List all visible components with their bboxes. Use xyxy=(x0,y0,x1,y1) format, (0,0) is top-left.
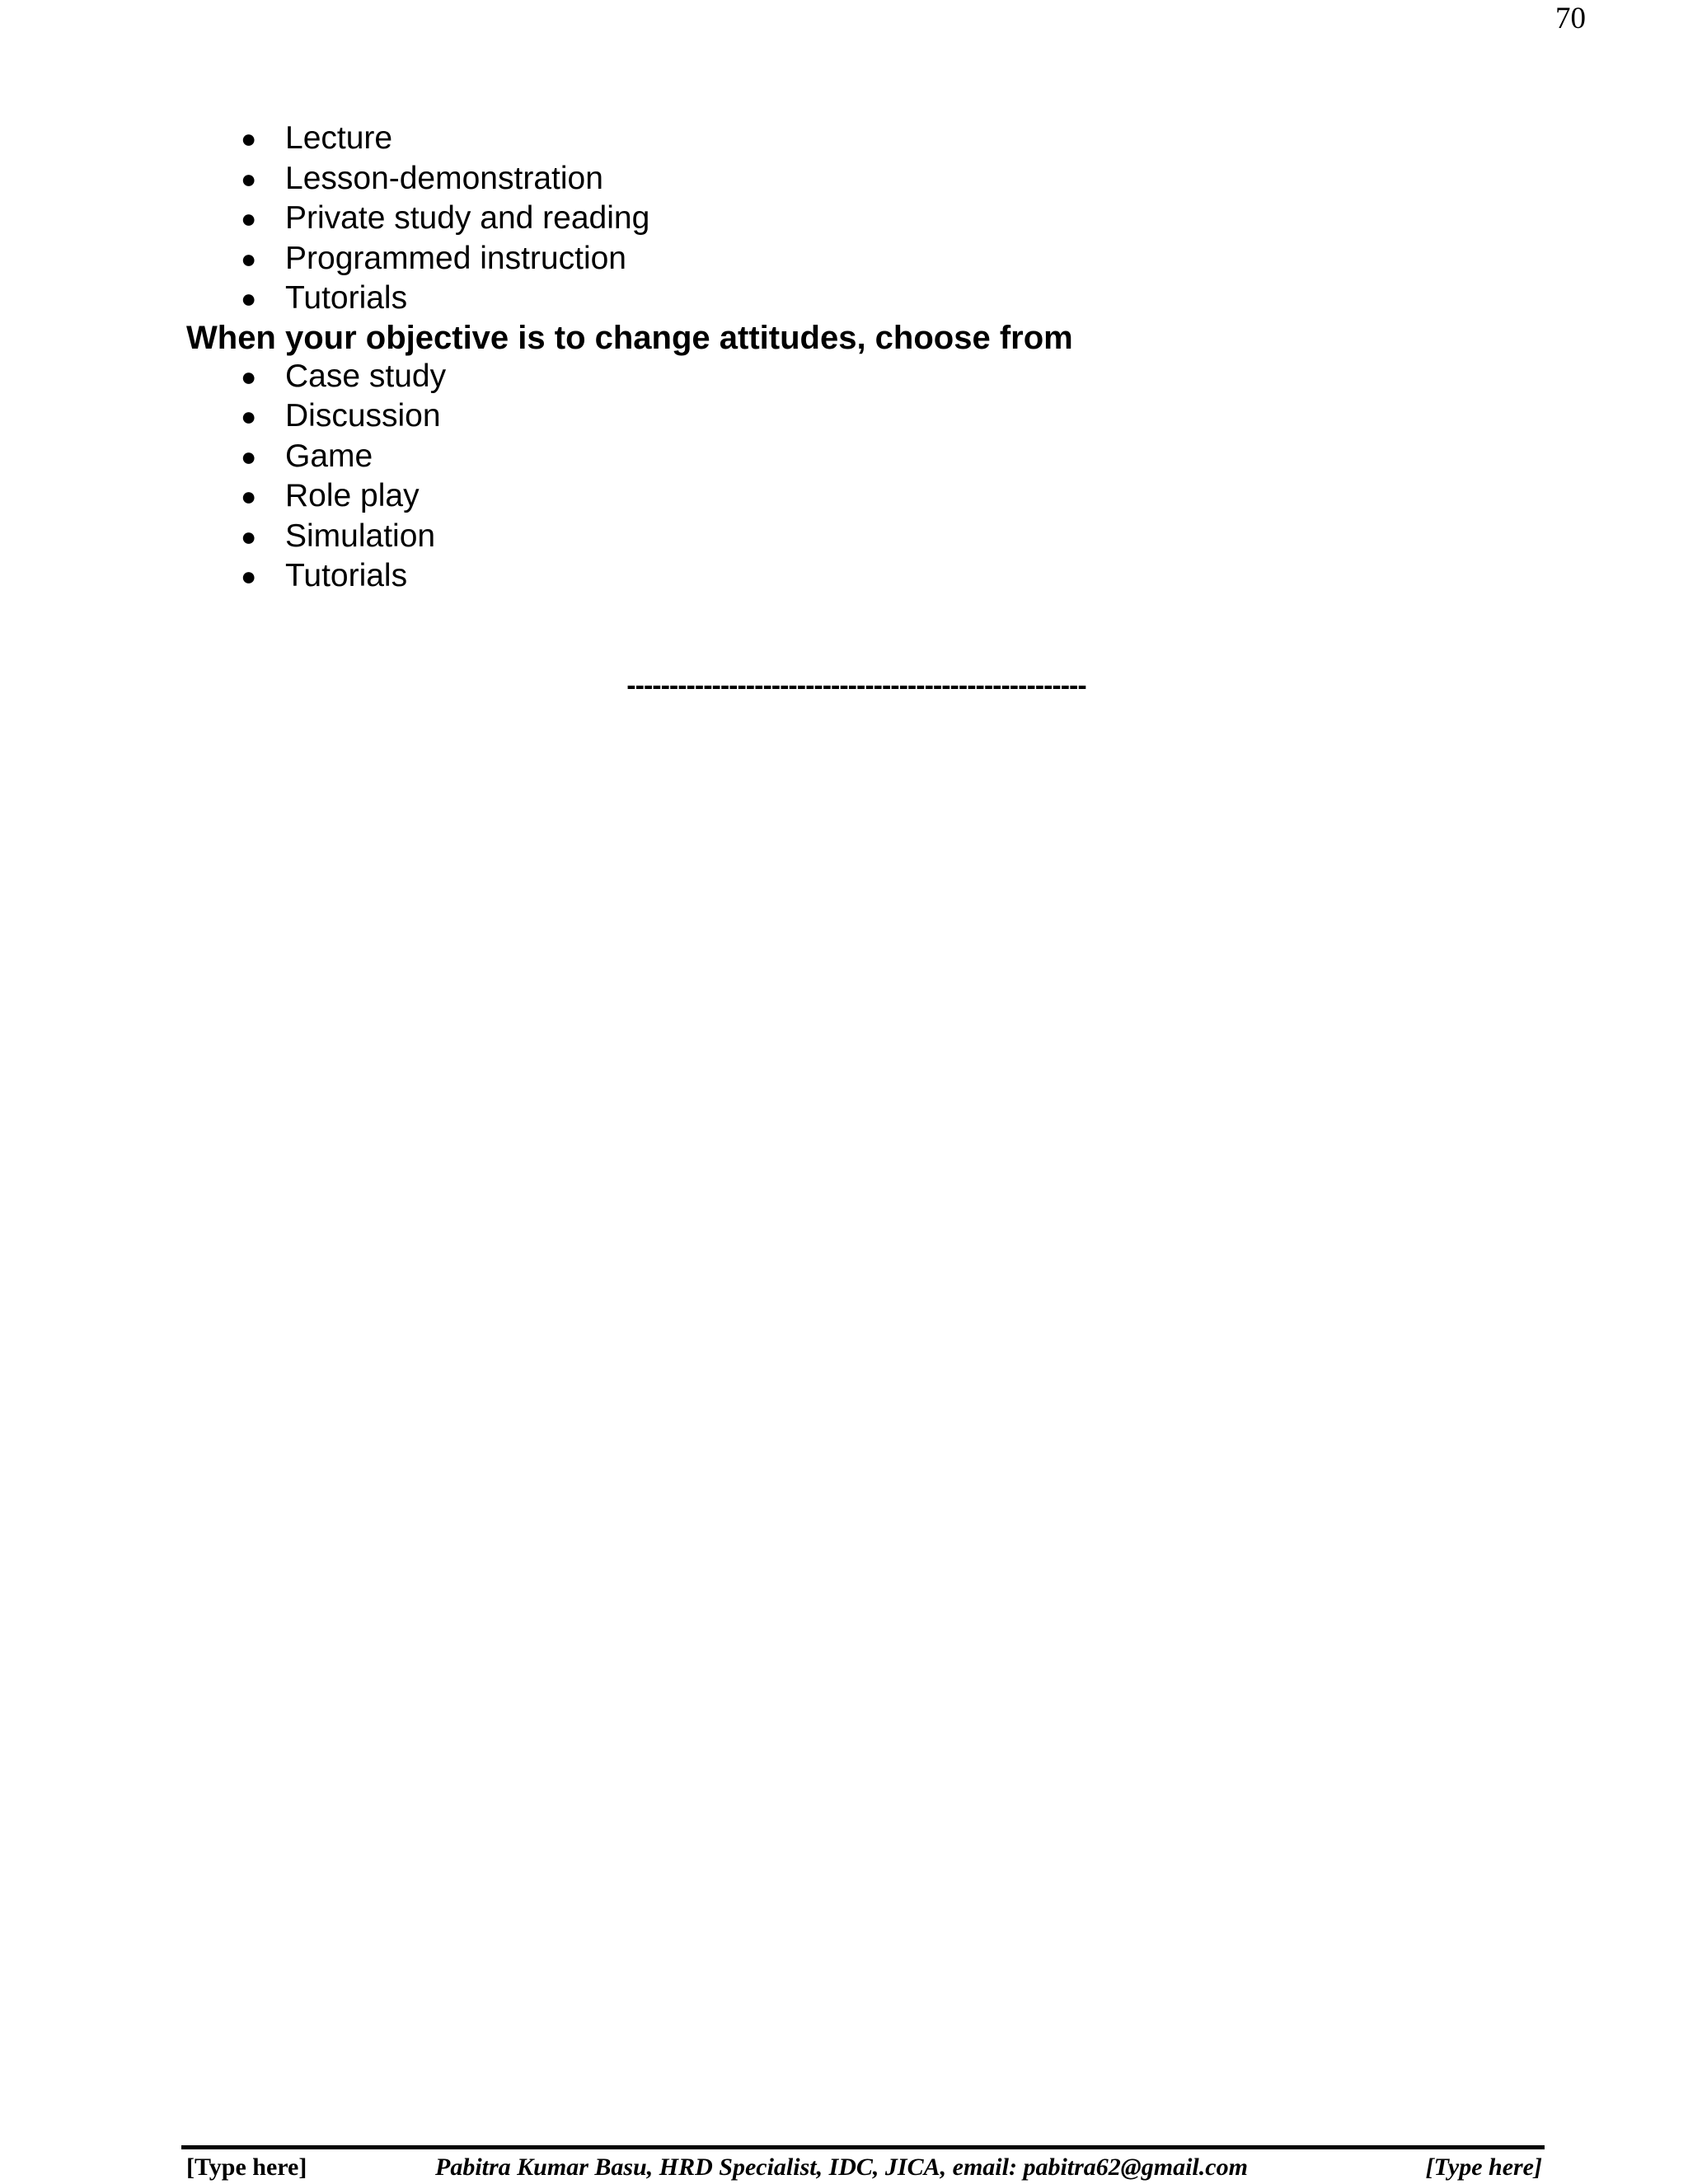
footer-author-credit: Pabitra Kumar Basu, HRD Specialist, IDC, JICA, email: pabitra62@gmail.com xyxy=(435,2154,1248,2181)
bullet-icon: ● xyxy=(241,401,257,431)
section-separator: ------------------------------------------------------ xyxy=(626,670,1086,701)
bullet-icon: ● xyxy=(241,441,257,471)
list-item-text: Tutorials xyxy=(285,280,408,316)
list-item xyxy=(186,159,1546,199)
list-item xyxy=(186,199,1546,239)
bullet-icon: ● xyxy=(241,124,257,153)
list-item-text: Discussion xyxy=(285,398,441,434)
bullet-icon: ● xyxy=(241,284,257,313)
list-item xyxy=(186,357,1546,397)
list-item xyxy=(186,396,1546,437)
section-heading: When your objective is to change attitudes, choose from xyxy=(186,319,1073,356)
list-item xyxy=(186,239,1546,279)
list-item xyxy=(186,476,1546,517)
attitude-methods-list xyxy=(186,357,1546,597)
list-item xyxy=(186,279,1546,319)
page-number: 70 xyxy=(1555,2,1586,35)
bullet-icon: ● xyxy=(241,361,257,391)
list-item-text: Simulation xyxy=(285,518,436,554)
list-item-text: Lesson-demonstration xyxy=(285,160,603,196)
list-item xyxy=(186,119,1546,159)
bullet-icon: ● xyxy=(241,204,257,233)
list-item-text: Game xyxy=(285,438,373,474)
bullet-icon: ● xyxy=(241,521,257,551)
list-item xyxy=(186,556,1546,597)
list-item xyxy=(186,517,1546,557)
list-item-text: Case study xyxy=(285,358,447,394)
teaching-methods-list xyxy=(186,119,1546,319)
list-item-text: Lecture xyxy=(285,120,393,156)
footer-left-placeholder: [Type here] xyxy=(186,2154,307,2181)
page-content xyxy=(186,119,1546,597)
page-footer xyxy=(186,2153,1542,2182)
bullet-icon: ● xyxy=(241,163,257,194)
list-item-text: Tutorials xyxy=(285,558,408,593)
bullet-icon: ● xyxy=(241,243,257,274)
list-item-text: Private study and reading xyxy=(285,200,650,236)
footer-right-placeholder: [Type here] xyxy=(1425,2154,1542,2181)
list-item-text: Role play xyxy=(285,478,420,513)
bullet-icon: ● xyxy=(241,481,257,511)
list-item-text: Programmed instruction xyxy=(285,240,626,276)
list-item xyxy=(186,437,1546,477)
bullet-icon: ● xyxy=(241,561,257,591)
footer-divider xyxy=(181,2145,1545,2149)
